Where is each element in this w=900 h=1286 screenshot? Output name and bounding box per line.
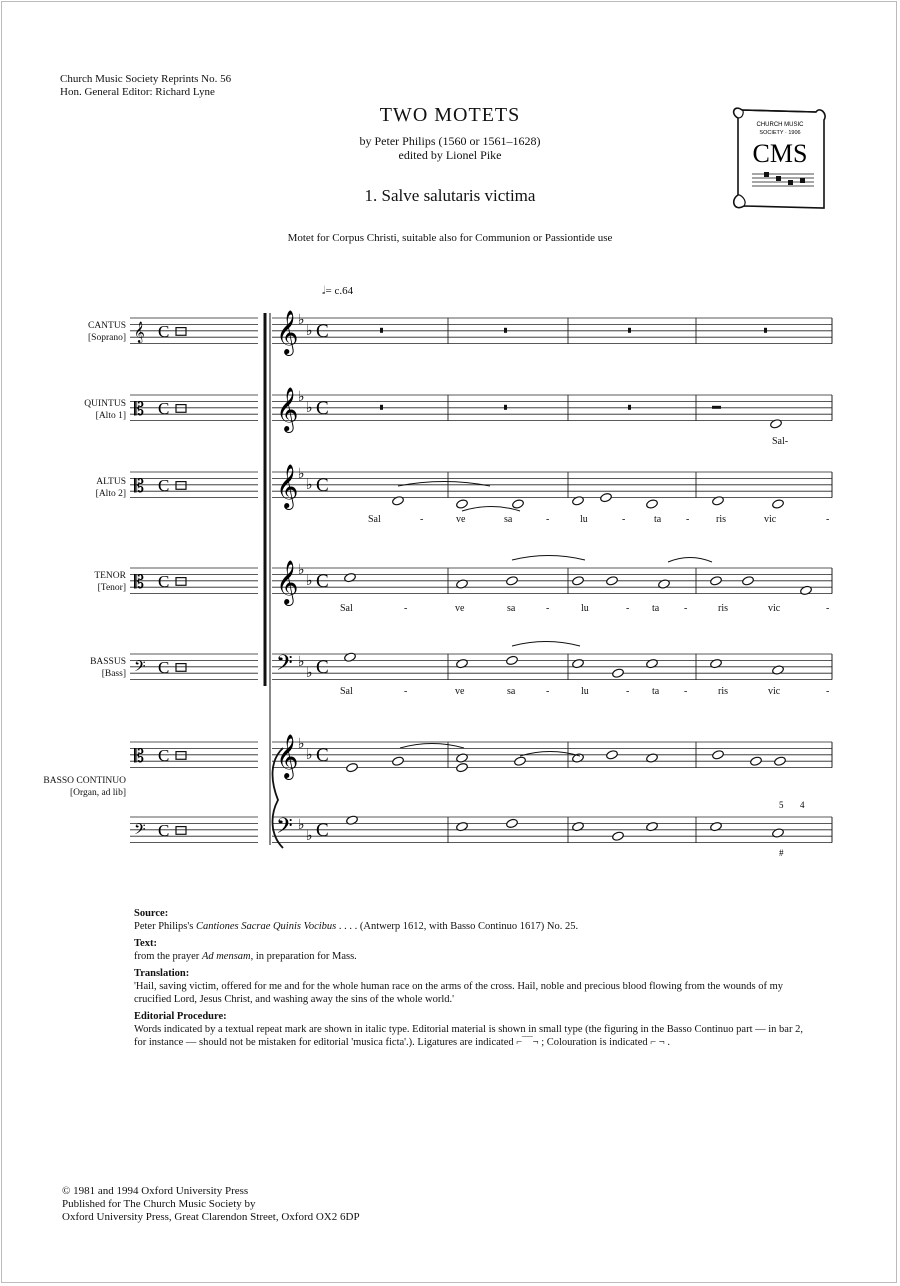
time-signature: C	[316, 475, 329, 496]
incipit-note	[176, 578, 186, 586]
incipit-note	[176, 664, 186, 672]
rest	[764, 328, 767, 333]
logo-text-line2: SOCIETY · 1906	[759, 130, 801, 136]
incipit-mensuration: C	[158, 821, 170, 840]
flat-icon: ♭	[298, 312, 305, 328]
lyric-tenor: -	[826, 603, 830, 614]
note-head	[346, 762, 359, 773]
tempo-value: = c.64	[325, 285, 354, 297]
note-head	[514, 756, 527, 767]
lyric-tenor: Sal	[340, 603, 353, 614]
note-head	[344, 652, 357, 663]
flat-icon: ♭	[298, 562, 305, 578]
incipit-c-clef-icon: 𝄡	[134, 746, 145, 767]
lyric-tenor: -	[546, 603, 550, 614]
logo-text-line1: CHURCH MUSIC	[756, 122, 804, 128]
lyric-altus: ve	[456, 514, 466, 525]
publisher-line: Published for The Church Music Society by	[62, 1198, 256, 1210]
tie	[400, 744, 464, 749]
flat-icon: ♭	[298, 736, 305, 752]
rest	[712, 406, 721, 409]
voice-label-cantus: CANTUS [Soprano]	[87, 321, 126, 343]
note-head	[344, 572, 357, 583]
lyric-quintus: Sal-	[772, 436, 789, 447]
time-signature: C	[316, 657, 329, 678]
note-head	[506, 576, 519, 587]
lyric-bassus: -	[404, 686, 408, 697]
flat-icon: ♭	[306, 747, 313, 763]
incipit-mensuration: C	[158, 322, 170, 341]
incipit-c-clef-icon: 𝄡	[134, 476, 145, 497]
incipit-note	[176, 752, 186, 760]
bass-clef-icon: 𝄢	[276, 814, 293, 844]
rest	[628, 405, 631, 410]
note-head	[774, 756, 787, 767]
flat-icon: ♭	[298, 817, 305, 833]
lyric-altus: -	[686, 514, 690, 525]
editor-credit: edited by Lionel Pike	[398, 148, 502, 162]
note-head	[456, 753, 469, 764]
series-line: Church Music Society Reprints No. 56	[60, 73, 232, 85]
lyric-tenor: sa	[507, 603, 516, 614]
note-head	[800, 585, 813, 596]
half-note-glyph: 𝅗𝅥	[322, 285, 326, 297]
lyric-altus: lu	[580, 514, 588, 525]
voice-label-quintus: QUINTUS [Alto 1]	[84, 399, 126, 421]
translation-heading: Translation:	[134, 968, 190, 979]
time-signature: C	[316, 398, 329, 419]
note-head	[772, 665, 785, 676]
incipit-bass-clef-icon: 𝄢	[134, 821, 146, 842]
voice-label-altus: ALTUS [Alto 2]	[95, 477, 126, 499]
flat-icon: ♭	[306, 477, 313, 493]
motet-title: 1. Salve salutaris victima	[364, 186, 536, 205]
figured-bass: 5	[779, 800, 784, 810]
lyric-tenor: lu	[581, 603, 589, 614]
note-head	[612, 668, 625, 679]
incipit-note	[176, 405, 186, 413]
note-head	[712, 750, 725, 761]
note-head	[710, 821, 723, 832]
lyric-tenor: ris	[718, 603, 728, 614]
editor-line: Hon. General Editor: Richard Lyne	[60, 86, 215, 98]
bass-clef-icon: 𝄢	[276, 651, 293, 681]
address-line: Oxford University Press, Great Clarendon Street, Oxford OX2 6DP	[62, 1211, 360, 1223]
note-head	[456, 579, 469, 590]
tie	[520, 752, 580, 757]
treble-clef-icon: 𝄞	[276, 310, 299, 354]
voice-label-basso-continuo: BASSO CONTINUO [Organ, ad lib]	[43, 776, 126, 798]
tie	[512, 642, 580, 647]
time-signature: C	[316, 571, 329, 592]
note-head	[572, 496, 585, 507]
note-head	[658, 579, 671, 590]
incipit-c-clef-icon: 𝄡	[134, 572, 145, 593]
incipit-bass-clef-icon: 𝄢	[134, 658, 146, 679]
note-head	[456, 821, 469, 832]
lyric-altus: -	[546, 514, 550, 525]
lyric-altus: Sal	[368, 514, 381, 525]
lyric-altus: -	[622, 514, 626, 525]
treble-clef-icon: 𝄞	[276, 387, 299, 431]
composer-line: by Peter Philips (1560 or 1561–1628)	[359, 134, 541, 148]
note-head	[506, 818, 519, 829]
note-head	[512, 499, 525, 510]
time-signature: C	[316, 745, 329, 766]
lyric-tenor: ve	[455, 603, 465, 614]
incipit-mensuration: C	[158, 572, 170, 591]
lyric-altus: ris	[716, 514, 726, 525]
lyric-altus: -	[420, 514, 424, 525]
flat-icon: ♭	[306, 828, 313, 844]
note-head	[572, 576, 585, 587]
time-signature: C	[316, 820, 329, 841]
note-head	[572, 821, 585, 832]
note-head	[646, 658, 659, 669]
note-head	[772, 828, 785, 839]
lyric-altus: -	[826, 514, 830, 525]
source-text-post: . . . . (Antwerp 1612, with Basso Continuo 1617) No. 25.	[336, 921, 579, 932]
incipit-c-clef-icon: 𝄞	[134, 322, 145, 343]
note-head	[346, 815, 359, 826]
note-head	[772, 499, 785, 510]
lyric-altus: sa	[504, 514, 513, 525]
tie	[398, 482, 490, 487]
editorial-notes	[134, 907, 814, 1053]
note-head	[710, 658, 723, 669]
note-head	[456, 658, 469, 669]
lyric-bassus: -	[626, 686, 630, 697]
rest	[504, 328, 507, 333]
incipit-note	[176, 827, 186, 835]
note-head	[750, 756, 763, 767]
note-head	[392, 496, 405, 507]
lyric-tenor: -	[684, 603, 688, 614]
text-title: Ad mensam	[201, 951, 251, 962]
note-head	[572, 658, 585, 669]
lyric-bassus: -	[826, 686, 830, 697]
procedure-text: Words indicated by a textual repeat mark are shown in italic type. Editorial material is shown in small type (the figuring in the Basso Continuo part — in bar 2, for instance — should not be mistaken for editorial 'musica ficta'.). Ligatures are indicated ⌐‾‾‾¬ ; Colouration is indicated ⌐ ¬ .	[134, 1024, 803, 1048]
voice-label-tenor: TENOR [Tenor]	[94, 571, 126, 593]
lyric-bassus: ve	[455, 686, 465, 697]
voice-label-bassus: BASSUS [Bass]	[90, 657, 126, 679]
lyric-bassus: ris	[718, 686, 728, 697]
lyric-bassus: sa	[507, 686, 516, 697]
lyric-bassus: lu	[581, 686, 589, 697]
note-head	[712, 496, 725, 507]
tie	[512, 556, 585, 561]
incipit-mensuration: C	[158, 658, 170, 677]
page-title: TWO MOTETS	[379, 104, 521, 126]
flat-icon: ♭	[298, 389, 305, 405]
lyric-bassus: vic	[768, 686, 781, 697]
source-title: Cantiones Sacrae Quinis Vocibus	[195, 921, 337, 932]
note-head	[506, 655, 519, 666]
lyric-bassus: Sal	[340, 686, 353, 697]
lyric-tenor: -	[404, 603, 408, 614]
incipit-mensuration: C	[158, 476, 170, 495]
copyright-line: © 1981 and 1994 Oxford University Press	[62, 1185, 249, 1197]
rest	[628, 328, 631, 333]
lyric-bassus: -	[684, 686, 688, 697]
rest	[380, 328, 383, 333]
lyric-tenor: ta	[652, 603, 660, 614]
treble-clef-icon: 𝄞	[276, 464, 299, 508]
note-head	[606, 750, 619, 761]
incipit-note	[176, 328, 186, 336]
note-head	[742, 576, 755, 587]
lyric-altus: vic	[764, 514, 777, 525]
lyric-tenor: -	[626, 603, 630, 614]
incipit-note	[176, 482, 186, 490]
incipit-mensuration: C	[158, 746, 170, 765]
text-pre: from the prayer	[134, 951, 202, 962]
treble-clef-icon: 𝄞	[276, 734, 299, 778]
lyric-tenor: vic	[768, 603, 781, 614]
figured-bass: #	[779, 848, 784, 858]
note-head	[710, 576, 723, 587]
procedure-heading: Editorial Procedure:	[134, 1011, 227, 1022]
text-heading: Text:	[134, 938, 157, 949]
note-head	[456, 499, 469, 510]
occasion-subtitle: Motet for Corpus Christi, suitable also for Communion or Passiontide use	[287, 232, 613, 244]
flat-icon: ♭	[298, 466, 305, 482]
text-post: , in preparation for Mass.	[250, 951, 357, 962]
figured-bass: 4	[800, 800, 805, 810]
rest	[504, 405, 507, 410]
translation-text: 'Hail, saving victim, offered for me and for the whole human race on the arms of the cross. Hail, noble and precious blood flowing from the wounds of my crucified Lord, Jesus Christ, and washing away the sins of the whole world.'	[134, 981, 784, 1005]
flat-icon: ♭	[298, 654, 305, 670]
lyric-altus: ta	[654, 514, 662, 525]
flat-icon: ♭	[306, 665, 313, 681]
note-head	[600, 492, 613, 503]
note-head	[392, 756, 405, 767]
rest	[380, 405, 383, 410]
source-heading: Source:	[134, 908, 169, 919]
note-head	[646, 753, 659, 764]
incipit-mensuration: C	[158, 399, 170, 418]
treble-clef-icon: 𝄞	[276, 560, 299, 604]
time-signature: C	[316, 321, 329, 342]
flat-icon: ♭	[306, 400, 313, 416]
note-head	[612, 831, 625, 842]
flat-icon: ♭	[306, 573, 313, 589]
lyric-bassus: -	[546, 686, 550, 697]
source-text-pre: Peter Philips's	[134, 921, 196, 932]
note-head	[456, 762, 469, 773]
lyric-bassus: ta	[652, 686, 660, 697]
note-head	[606, 576, 619, 587]
footer	[62, 1185, 360, 1224]
incipit-c-clef-icon: 𝄡	[134, 399, 145, 420]
flat-icon: ♭	[306, 323, 313, 339]
note-head	[646, 499, 659, 510]
note-head	[770, 419, 783, 430]
logo-monogram: CMS	[752, 139, 808, 168]
note-head	[646, 821, 659, 832]
tie	[462, 507, 520, 512]
tie	[668, 558, 712, 563]
